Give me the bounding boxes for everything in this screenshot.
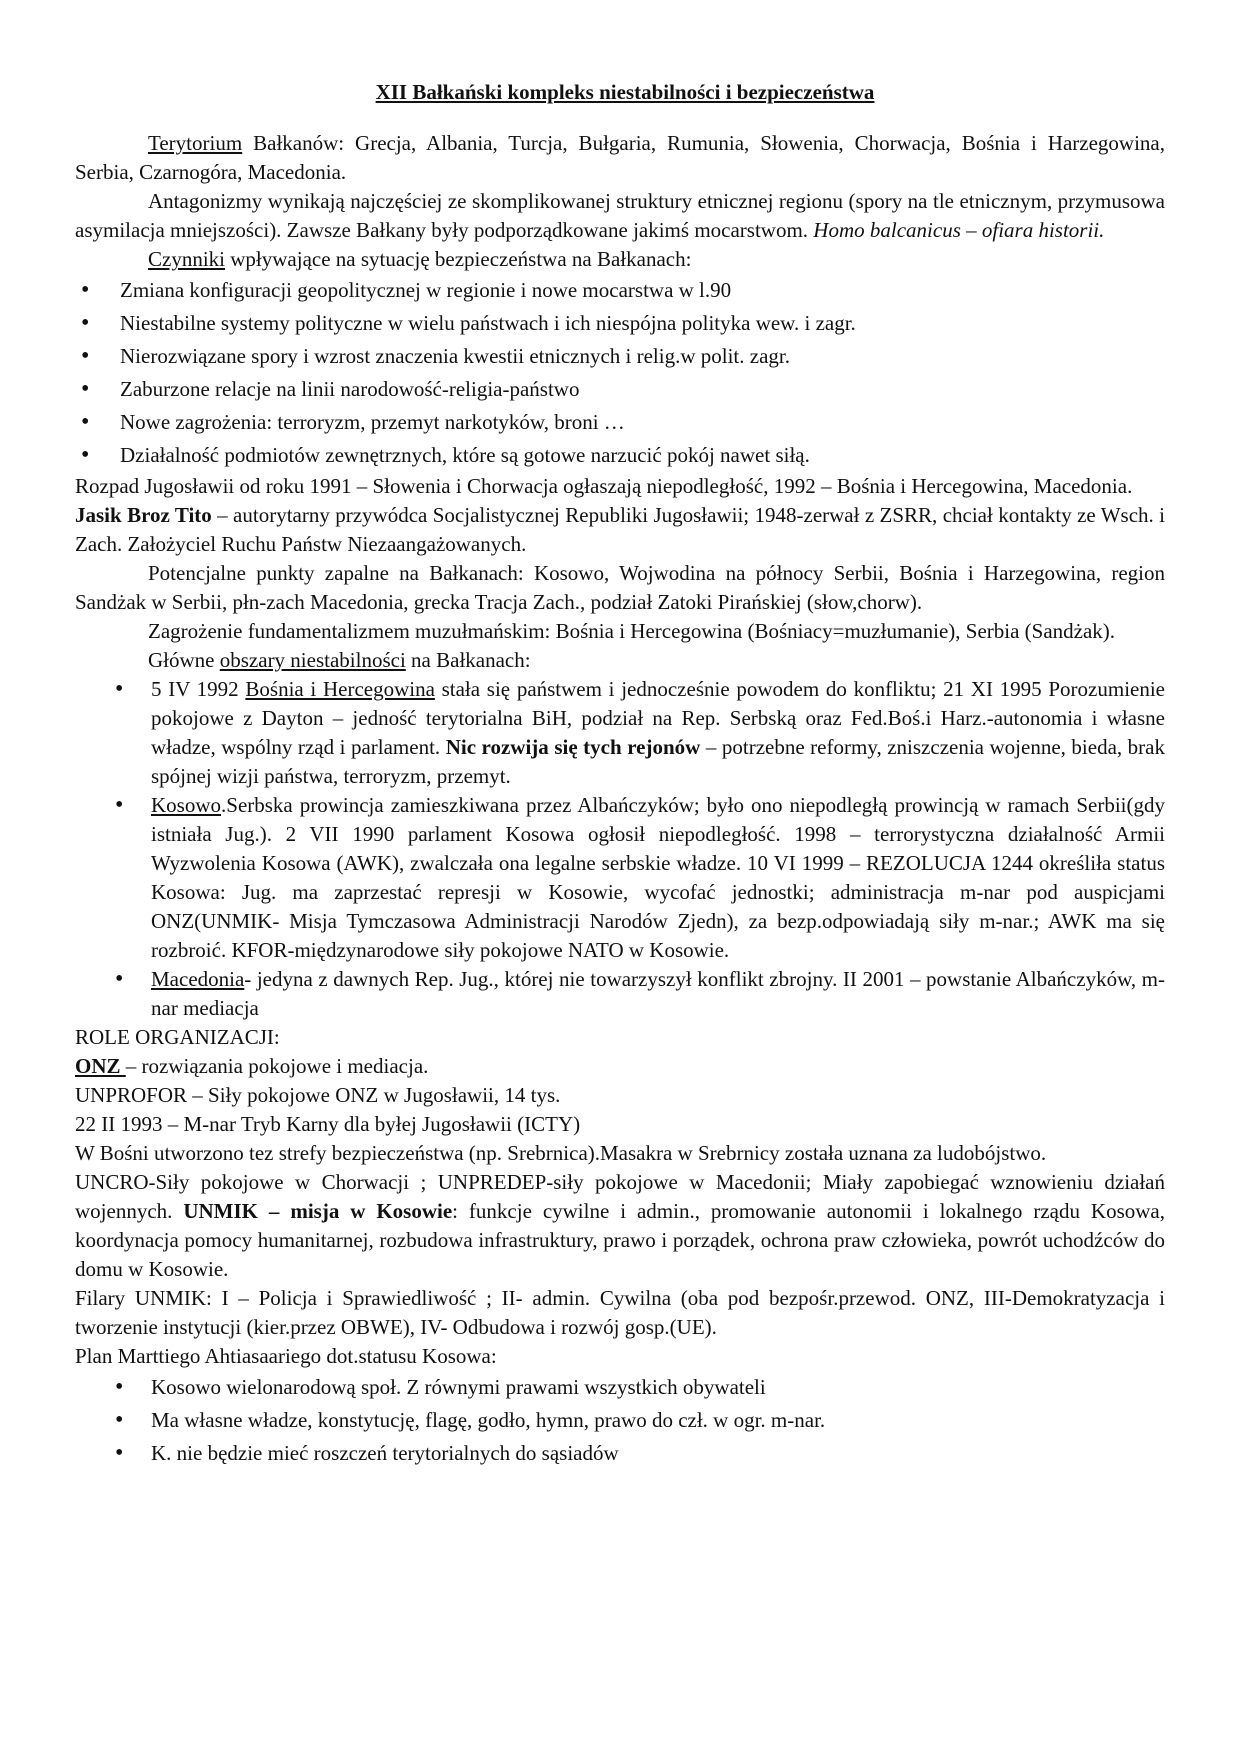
unmik-bold: UNMIK – misja w Kosowie xyxy=(183,1199,453,1223)
territory-text: Bałkanów: Grecja, Albania, Turcja, Bułgaria, Rumunia, Słowenia, Chorwacja, Bośnia i Harzegowina, Serbia, Czarnogóra, Macedonia. xyxy=(75,131,1165,184)
tito-paragraph xyxy=(75,501,1165,559)
ahtisaari-intro: Plan Marttiego Ahtiasaariego dot.statusu Kosowa: xyxy=(75,1344,497,1368)
fundamentalism-paragraph: Zagrożenie fundamentalizmem muzułmańskim: Bośnia i Hercegowina (Bośniacy=muzłumanie), Serbia (Sandżak). xyxy=(148,619,1116,643)
bosnia-date: 5 IV 1992 xyxy=(151,677,246,701)
bosnia-label: Bośnia i Hercegowina xyxy=(245,677,435,701)
onz-text: – rozwiązania pokojowe i mediacja. xyxy=(125,1054,429,1078)
list-item: • Zaburzone relacje na linii narodowość-religia-państwo xyxy=(75,373,1165,406)
onz-paragraph xyxy=(75,1052,1165,1081)
list-item-kosovo xyxy=(75,791,1165,965)
factors-label: Czynniki xyxy=(148,247,225,271)
factors-intro-text: wpływające na sytuację bezpieczeństwa na Bałkanach: xyxy=(225,247,692,271)
list-item: • Nierozwiązane spory i wzrost znaczenia kwestii etnicznych i relig.w polit. zagr. xyxy=(75,340,1165,373)
instability-pre: Główne xyxy=(148,648,220,672)
pillars-paragraph: Filary UNMIK: I – Policja i Sprawiedliwość ; II- admin. Cywilna (oba pod bezpośr.przewod. ONZ, III-Demokratyzacja i tworzenie instytucji (kier.przez OBWE), IV- Odbudowa i rozwój gosp.(UE). xyxy=(75,1286,1165,1339)
document-page xyxy=(75,78,1165,1470)
list-item-bosnia xyxy=(75,675,1165,791)
territory-paragraph xyxy=(75,129,1165,187)
list-item: • Niestabilne systemy polityczne w wielu państwach i ich niespójna polityka wew. i zagr. xyxy=(75,307,1165,340)
uncro-pre: UNCRO-Siły pokojowe w Chorwacji ; UNPREDEP-siły pokojowe w Macedonii; Miały zapobiegać wznowieniu działań wojennych. xyxy=(75,1170,1165,1223)
bosnia-tail: – potrzebne reformy, zniszczenia wojenne, bieda, brak spójnej wizji państwa, terroryzm, przemyt. xyxy=(151,735,1165,788)
macedonia-text: - jedyna z dawnych Rep. Jug., której nie towarzyszył konflikt zbrojny. II 2001 – powstanie Albańczyków, m-nar mediacja xyxy=(151,967,1165,1020)
srebrenica-paragraph: W Bośni utworzono tez strefy bezpieczeństwa (np. Srebrnica).Masakra w Srebrnicy została uznana za ludobójstwo. xyxy=(75,1141,1047,1165)
uncro-post: : funkcje cywilne i admin., promowanie autonomii i lokalnego rządu Kosowa, koordynacja pomocy humanitarnej, rozbudowa infrastruktury, prawo i porządek, ochrona praw człowieka, powrót uchodźców do domu w Kosowie. xyxy=(75,1199,1165,1281)
instability-post: na Bałkanach: xyxy=(405,648,531,672)
instability-label: obszary niestabilności xyxy=(219,648,406,672)
list-item: • Kosowo wielonarodową społ. Z równymi prawami wszystkich obywateli xyxy=(75,1371,1165,1404)
instability-intro xyxy=(75,646,1165,675)
instability-list xyxy=(75,675,1165,1023)
hotspots-paragraph: Potencjalne punkty zapalne na Bałkanach: Kosowo, Wojwodina na północy Serbii, Bośnia i Harzegowina, region Sandżak w Serbii, płn-zach Macedonia, grecka Tracja Zach., podział Zatoki Pirańskiej (słow,chorw). xyxy=(75,561,1165,614)
icty-paragraph: 22 II 1993 – M-nar Tryb Karny dla byłej Jugosławii (ICTY) xyxy=(75,1112,581,1136)
bosnia-text: stała się państwem i jednocześnie powodem do konfliktu; 21 XI 1995 Porozumienie pokojowe z Dayton – jedność terytorialna BiH, podział na Rep. Serbską oraz Fed.Boś.i Harz.-autonomia i własne władze, wspólny rząd i parlament. xyxy=(151,677,1165,759)
list-item: • K. nie będzie mieć roszczeń terytorialnych do sąsiadów xyxy=(75,1437,1165,1470)
roles-heading: ROLE ORGANIZACJI: xyxy=(75,1025,280,1049)
macedonia-label: Macedonia xyxy=(151,967,245,991)
list-item: • Działalność podmiotów zewnętrznych, które są gotowe narzucić pokój nawet siłą. xyxy=(75,439,1165,472)
bosnia-bold: Nic rozwija się tych rejonów xyxy=(445,735,701,759)
factors-intro xyxy=(75,245,1165,274)
factors-list xyxy=(75,274,1165,472)
list-item: • Nowe zagrożenia: terroryzm, przemyt narkotyków, broni … xyxy=(75,406,1165,439)
homo-balcanicus-text: Homo balcanicus – ofiara historii. xyxy=(813,218,1105,242)
tito-text: – autorytarny przywódca Socjalistycznej Republiki Jugosławii; 1948-zerwał z ZSRR, chciał kontakty ze Wsch. i Zach. Założyciel Ruchu Państw Niezaangażowanych. xyxy=(75,503,1165,556)
territory-label: Terytorium xyxy=(148,131,243,155)
kosovo-text: .Serbska prowincja zamieszkiwana przez Albańczyków; było ono niepodległą prowincją w ramach Serbii(gdy istniała Jug.). 2 VII 1990 parlament Kosowa ogłosił niepodległość. 1998 – terrorystyczna działalność Armii Wyzwolenia Kosowa (AWK), zwalczała ona legalne serbskie władze. 10 VI 1999 – REZOLUCJA 1244 określiła status Kosowa: Jug. ma zaprzestać represji w Kosowie, wycofać jednostki; administracja m-nar pod auspicjami ONZ(UNMIK- Misja Tymczasowa Administracji Narodów Zjedn), za bezp.odpowiadają siły m-nar.; AWK ma się rozbroić. KFOR-międzynarodowe siły pokojowe NATO w Kosowie. xyxy=(151,793,1165,962)
uncro-paragraph xyxy=(75,1168,1165,1284)
tito-name: Jasik Broz Tito xyxy=(75,503,212,527)
ahtisaari-list xyxy=(75,1371,1165,1470)
list-item: • Ma własne władze, konstytucję, flagę, godło, hymn, prawo do czł. w ogr. m-nar. xyxy=(75,1404,1165,1437)
kosovo-label: Kosowo xyxy=(151,793,222,817)
unprofor-paragraph: UNPROFOR – Siły pokojowe ONZ w Jugosławii, 14 tys. xyxy=(75,1083,561,1107)
list-item-macedonia xyxy=(75,965,1165,1023)
document-title: XII Bałkański kompleks niestabilności i bezpieczeństwa xyxy=(375,80,875,104)
antagonisms-text: Antagonizmy wynikają najczęściej ze skomplikowanej struktury etnicznej regionu (spory na tle etnicznym, przymusowa asymilacja mniejszości). Zawsze Bałkany były podporządkowane jakimś mocarstwom. xyxy=(75,189,1165,242)
list-item: • Zmiana konfiguracji geopolitycznej w regionie i nowe mocarstwa w l.90 xyxy=(75,274,1165,307)
antagonisms-paragraph xyxy=(75,187,1165,245)
onz-label: ONZ xyxy=(75,1054,126,1078)
breakup-paragraph: Rozpad Jugosławii od roku 1991 – Słowenia i Chorwacja ogłaszają niepodległość, 1992 – Bośnia i Hercegowina, Macedonia. xyxy=(75,474,1133,498)
